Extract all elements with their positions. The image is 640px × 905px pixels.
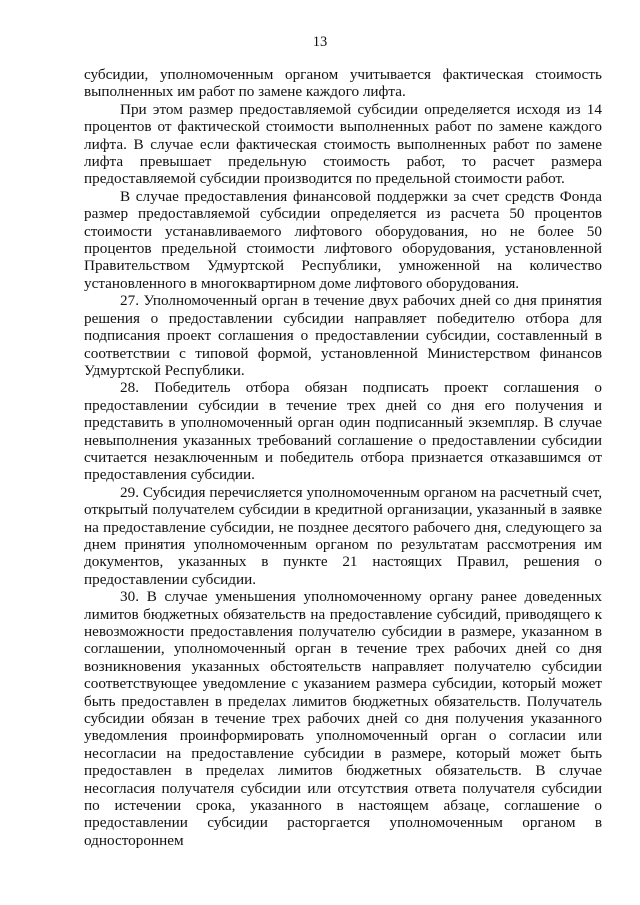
page-number: 13 [312, 34, 328, 50]
document-body [84, 66, 602, 849]
paragraph-clause-28: 28. Победитель отбора обязан подписать проект соглашения о предоставлении субсидии в течение трех дней со дня его получения и представить в уполномоченный орган один подписанный экземпляр. В случае невыполнения указанных требований соглашение о предоставлении субсидии считается незаключенным и победитель отбора признается отказавшимся от предоставления субсидии. [84, 379, 602, 484]
paragraph-continuation: субсидии, уполномоченным органом учитывается фактическая стоимость выполненных им работ по замене каждого лифта. [84, 66, 602, 101]
paragraph-clause-30: 30. В случае уменьшения уполномоченному органу ранее доведенных лимитов бюджетных обязательств на предоставление субсидий, приводящего к невозможности предоставления получателю субсидии в размере, указанном в соглашении, уполномоченный орган в течение трех рабочих дней со дня возникновения указанных обстоятельств направляет получателю субсидии соответствующее уведомление с указанием размера субсидии, который может быть предоставлен в пределах лимитов бюджетных обязательств. Получатель субсидии обязан в течение трех рабочих дней со дня получения указанного уведомления проинформировать уполномоченный орган о согласии или несогласии на предоставление субсидии в размере, который может быть предоставлен в пределах лимитов бюджетных обязательств. В случае несогласия получателя субсидии или отсутствия ответа получателя субсидии по истечении срока, указанного в настоящем абзаце, соглашение о предоставлении субсидии расторгается уполномоченным органом в одностороннем [84, 588, 602, 849]
paragraph-fund-support: В случае предоставления финансовой поддержки за счет средств Фонда размер предоставляемой субсидии определяется из расчета 50 процентов стоимости устанавливаемого лифтового оборудования, но не более 50 процентов предельной стоимости лифтового оборудования, установленной Правительством Удмуртской Республики, умноженной на количество установленного в многоквартирном доме лифтового оборудования. [84, 187, 602, 292]
paragraph-clause-29: 29. Субсидия перечисляется уполномоченным органом на расчетный счет, открытый получателем субсидии в кредитной организации, указанный в заявке на предоставление субсидии, не позднее десятого рабочего дня, следующего за днем принятия уполномоченным органом по результатам рассмотрения им документов, указанных в пункте 21 настоящих Правил, решения о предоставлении субсидии. [84, 483, 602, 588]
paragraph-clause-27: 27. Уполномоченный орган в течение двух рабочих дней со дня принятия решения о предоставлении субсидии направляет победителю отбора для подписания проект соглашения о предоставлении субсидии, составленный в соответствии с типовой формой, установленной Министерством финансов Удмуртской Республики. [84, 292, 602, 379]
paragraph-subsidy-size: При этом размер предоставляемой субсидии определяется исходя из 14 процентов от фактической стоимости выполненных работ по замене каждого лифта. В случае если фактическая стоимость выполненных работ по замене лифта превышает предельную стоимость работ, то расчет размера предоставляемой субсидии производится по предельной стоимости работ. [84, 100, 602, 188]
